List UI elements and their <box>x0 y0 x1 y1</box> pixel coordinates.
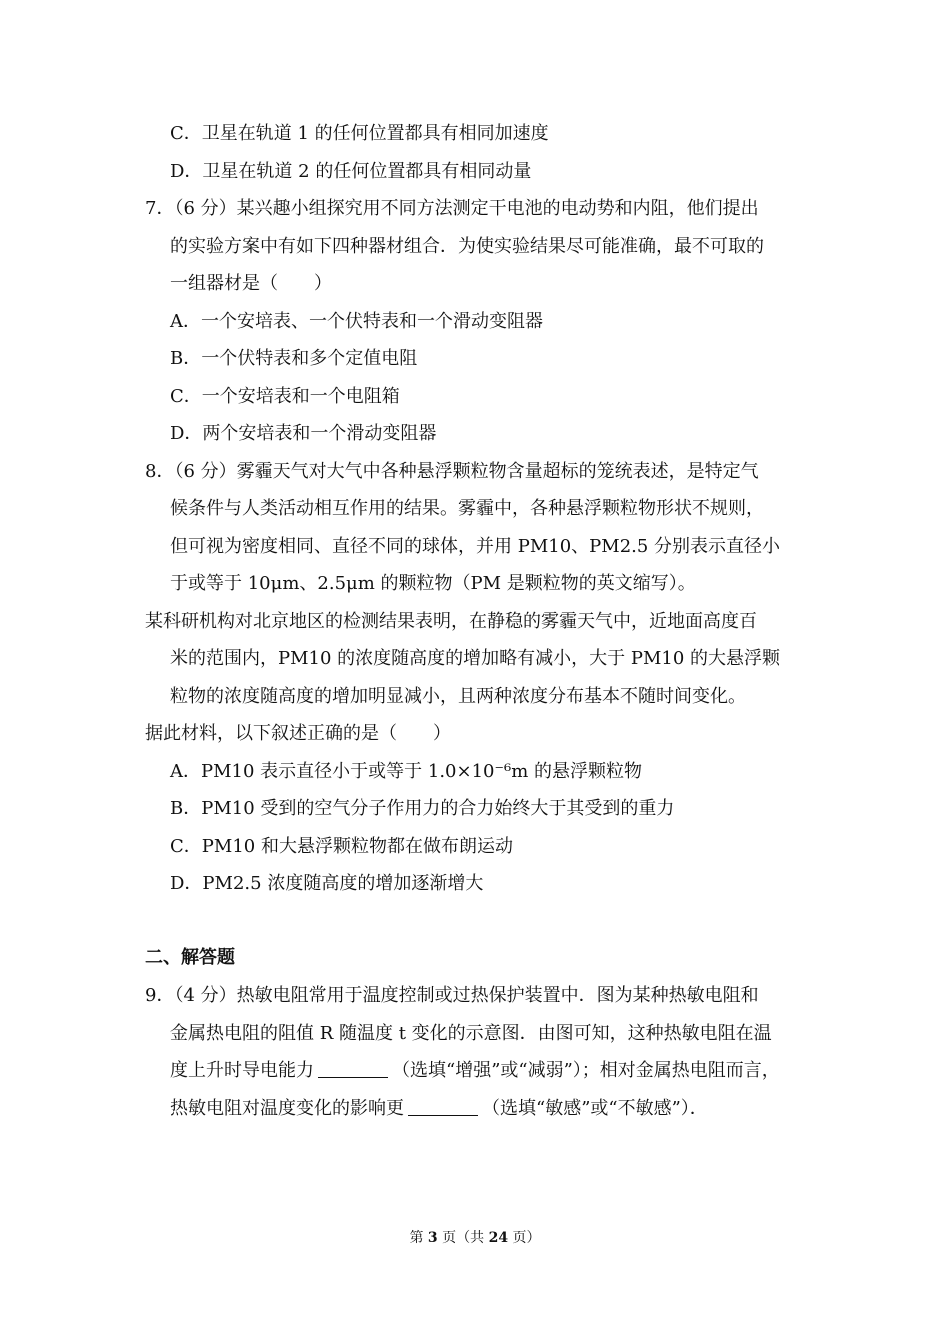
footer-suffix: 页） <box>508 1230 541 1246</box>
q9-stem-line1: 9．（4 分）热敏电阻常用于温度控制或过热保护装置中．图为某种热敏电阻和 <box>145 985 759 1006</box>
q7-option-c: C．一个安培表和一个电阻箱 <box>170 386 400 407</box>
answer-blank-2[interactable] <box>408 1097 478 1116</box>
q8-para2-line3: 粒物的浓度随高度的增加明显减小，且两种浓度分布基本不随时间变化。 <box>170 686 746 707</box>
q9-line4-text-a: 热敏电阻对温度变化的影响更 <box>170 1098 404 1119</box>
q9-line3-text-a: 度上升时导电能力 <box>170 1060 314 1081</box>
q7-option-d: D．两个安培表和一个滑动变阻器 <box>170 423 437 444</box>
q8-option-d: D．PM2.5 浓度随高度的增加逐渐增大 <box>170 873 484 894</box>
q8-option-b: B．PM10 受到的空气分子作用力的合力始终大于其受到的重力 <box>170 798 675 819</box>
q7-stem-line3: 一组器材是（ ） <box>170 273 332 294</box>
q9-stem-line3 <box>170 1059 780 1083</box>
answer-blank-1[interactable] <box>318 1059 388 1078</box>
q8-para2-line2: 米的范围内，PM10 的浓度随高度的增加略有减小，大于 PM10 的大悬浮颗 <box>170 648 781 669</box>
q8-option-a: A．PM10 表示直径小于或等于 1.0×10⁻⁶m 的悬浮颗粒物 <box>170 761 643 782</box>
q8-stem-line1: 8．（6 分）雾霾天气对大气中各种悬浮颗粒物含量超标的笼统表述，是特定气 <box>145 461 759 482</box>
q8-para2-line1: 某科研机构对北京地区的检测结果表明，在静稳的雾霾天气中，近地面高度百 <box>145 611 757 632</box>
q7-stem-line1: 7．（6 分）某兴趣小组探究用不同方法测定干电池的电动势和内阻，他们提出 <box>145 198 759 219</box>
page-footer <box>0 1228 950 1248</box>
q8-stem-line2: 候条件与人类活动相互作用的结果。雾霾中，各种悬浮颗粒物形状不规则， <box>170 498 764 519</box>
q7-stem-line2: 的实验方案中有如下四种器材组合．为使实验结果尽可能准确，最不可取的 <box>170 236 764 257</box>
footer-total-pages: 24 <box>488 1230 509 1246</box>
q8-stem-line3: 但可视为密度相同、直径不同的球体，并用 PM10、PM2.5 分别表示直径小 <box>170 536 781 557</box>
q7-option-a: A．一个安培表、一个伏特表和一个滑动变阻器 <box>170 311 543 332</box>
q6-option-d: D．卫星在轨道 2 的任何位置都具有相同动量 <box>170 161 532 182</box>
footer-middle: 页（共 <box>437 1230 489 1246</box>
q9-stem-line4 <box>170 1097 708 1121</box>
footer-prefix: 第 <box>409 1230 428 1246</box>
q7-option-b: B．一个伏特表和多个定值电阻 <box>170 348 418 369</box>
q9-line4-text-b: （选填“敏感”或“不敏感”）． <box>482 1098 708 1119</box>
q6-option-c: C．卫星在轨道 1 的任何位置都具有相同加速度 <box>170 123 549 144</box>
q9-line3-text-b: （选填“增强”或“减弱”）；相对金属热电阻而言， <box>392 1060 780 1081</box>
q8-option-c: C．PM10 和大悬浮颗粒物都在做布朗运动 <box>170 836 513 857</box>
q8-prompt: 据此材料，以下叙述正确的是（ ） <box>145 723 451 744</box>
q9-stem-line2: 金属热电阻的阻值 R 随温度 t 变化的示意图．由图可知，这种热敏电阻在温 <box>170 1023 772 1044</box>
section-title-answers: 二、解答题 <box>145 947 235 968</box>
footer-page-number: 3 <box>427 1230 438 1246</box>
q8-stem-line4: 于或等于 10μm、2.5μm 的颗粒物（PM 是颗粒物的英文缩写）。 <box>170 573 696 594</box>
